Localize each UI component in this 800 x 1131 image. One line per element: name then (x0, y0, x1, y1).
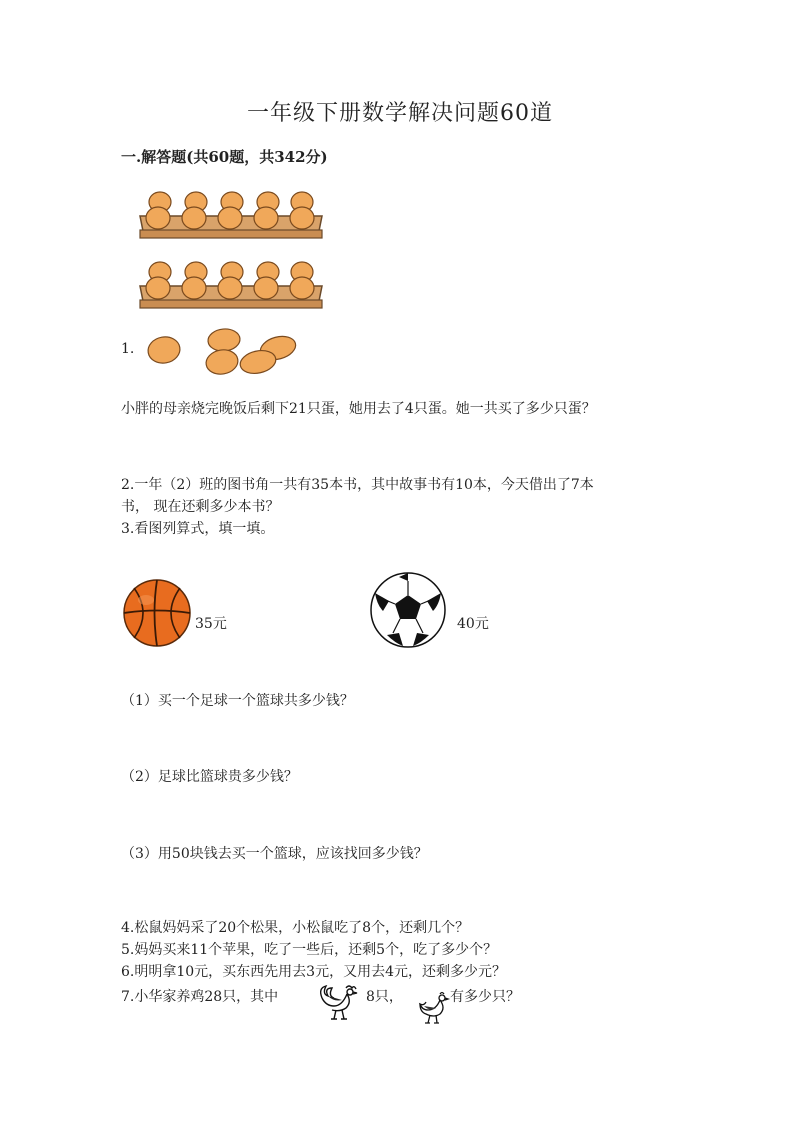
question-7-part-2: 8只， (366, 989, 403, 1005)
question-3-text: 3.看图列算式，填一填。 (121, 521, 275, 537)
question-1-number: 1. (121, 341, 135, 357)
egg-cartons-illustration (136, 186, 326, 316)
question-7-part-3: 有多少只？ (450, 989, 520, 1005)
question-6-text: 6.明明拿10元，买东西先用去3元，又用去4元，还剩多少元？ (121, 964, 506, 980)
question-3-sub-1: （1）买一个足球一个篮球共多少钱？ (121, 693, 354, 709)
page-title: 一年级下册数学解决问题60道 (247, 101, 553, 126)
question-2-line-1: 2.一年（2）班的图书角一共有35本书，其中故事书有10本，今天借出了7本 (121, 477, 594, 493)
football-icon (369, 571, 447, 649)
question-3-sub-3: （3）用50块钱去买一个篮球，应该找回多少钱？ (121, 846, 428, 862)
question-7-part-1: 7.小华家养鸡28只，其中 (121, 989, 279, 1005)
basketball-price: 35元 (195, 616, 227, 632)
basketball-icon (122, 578, 192, 648)
question-4-text: 4.松鼠妈妈采了20个松果，小松鼠吃了8个，还剩几个？ (121, 920, 470, 936)
section-header: 一.解答题(共60题，共342分) (121, 148, 328, 166)
question-1-text: 小胖的母亲烧完晚饭后剩下21只蛋，她用去了4只蛋。她一共买了多少只蛋？ (121, 401, 596, 417)
question-5-text: 5.妈妈买来11个苹果，吃了一些后，还剩5个，吃了多少个？ (121, 942, 498, 958)
question-2-line-2: 书， 现在还剩多少本书？ (121, 499, 280, 515)
rooster-icon (316, 982, 364, 1022)
question-3-sub-2: （2）足球比篮球贵多少钱？ (121, 769, 298, 785)
football-price: 40元 (457, 616, 489, 632)
loose-eggs-illustration (146, 328, 300, 378)
hen-icon (416, 990, 452, 1026)
